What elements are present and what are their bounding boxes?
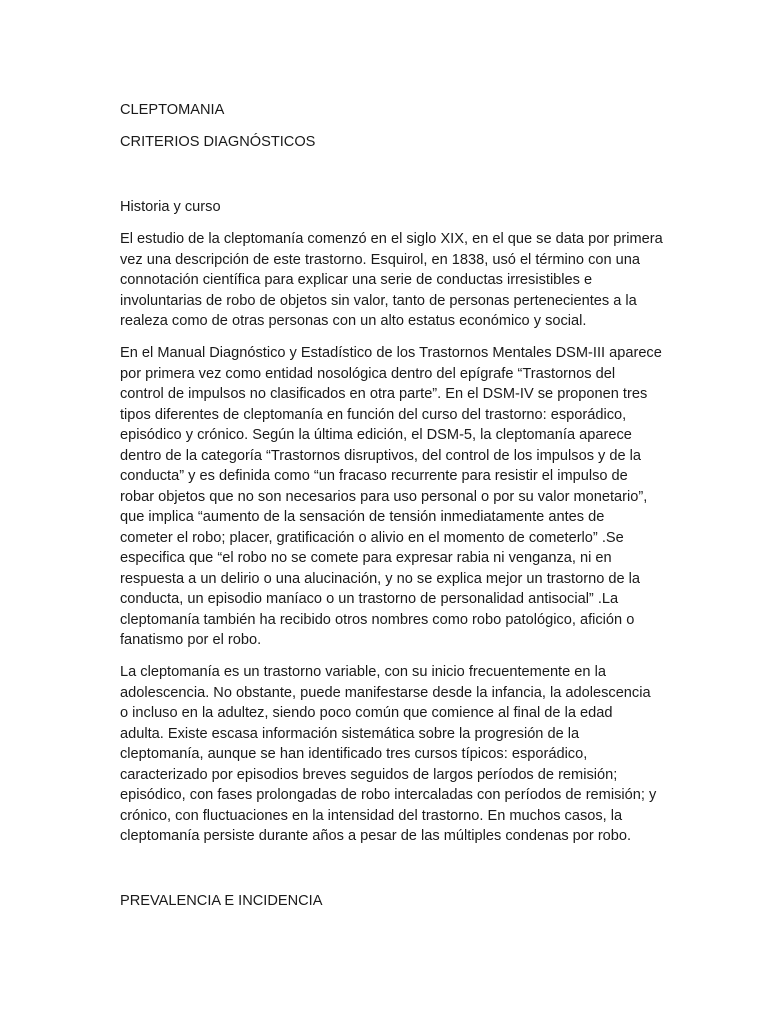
paragraph-line: connotación científica para explicar una serie de conductas irresistibles e bbox=[120, 272, 593, 288]
paragraph-line: involuntarias de robo de objetos sin valor, tanto de personas pertenecientes a la bbox=[120, 292, 637, 309]
document-title: CLEPTOMANIA bbox=[120, 102, 225, 118]
paragraph-line: realeza como de otras personas con un alto estatus económico y social. bbox=[120, 313, 587, 329]
paragraph-line: cleptomanía también ha recibido otros nombres como robo patológico, afición o bbox=[120, 611, 635, 628]
paragraph-line: La cleptomanía es un trastorno variable, con su inicio frecuentemente en la bbox=[120, 664, 606, 680]
paragraph-line: robar objetos que no son necesarios para uso personal o por su valor monetario”, bbox=[120, 488, 648, 505]
paragraph-line: episódico, con fases prolongadas de robo intercaladas con períodos de remisión; y bbox=[120, 787, 657, 803]
paragraph-line: vez una descripción de este trastorno. Esquirol, en 1838, usó el término con una bbox=[120, 251, 641, 268]
paragraph-line: dentro de la categoría “Trastornos disruptivos, del control de los impulsos y de la bbox=[120, 447, 642, 464]
paragraph-line: cometer el robo; placer, gratificación o alivio en el momento de cometerlo” .Se bbox=[120, 529, 624, 546]
paragraph-line: conducta, un episodio maníaco o un trastorno de personalidad antisocial” .La bbox=[120, 591, 619, 607]
paragraph-line: caracterizado por episodios breves seguidos de largos períodos de remisión; bbox=[120, 766, 618, 783]
paragraph-line: cleptomanía persiste durante años a pesar de las múltiples condenas por robo. bbox=[120, 828, 632, 844]
paragraph-line: adulta. Existe escasa información sistemática sobre la progresión de la bbox=[120, 725, 580, 742]
next-section-heading: PREVALENCIA E INCIDENCIA bbox=[120, 893, 323, 909]
document-subtitle: CRITERIOS DIAGNÓSTICOS bbox=[120, 134, 316, 150]
section-heading: Historia y curso bbox=[120, 199, 221, 215]
paragraph-line: fanatismo por el robo. bbox=[120, 632, 262, 648]
paragraph-line: episódico y crónico. Según la última edición, el DSM-5, la cleptomanía aparece bbox=[120, 427, 632, 443]
paragraph-line: respuesta a un delirio o una alucinación, y no se explica mejor un trastorno de la bbox=[120, 570, 641, 587]
paragraph-line: cleptomanía, aunque se han identificado tres cursos típicos: esporádico, bbox=[120, 746, 588, 762]
paragraph-line: control de impulsos no clasificados en otra parte”. En el DSM-IV se proponen tres bbox=[120, 386, 648, 402]
paragraph-line: o incluso en la adultez, siendo poco común que comience al final de la edad bbox=[120, 705, 613, 721]
paragraph-line: que implica “aumento de la sensación de tensión inmediatamente antes de bbox=[120, 509, 605, 525]
paragraph-line: El estudio de la cleptomanía comenzó en el siglo XIX, en el que se data por primera bbox=[120, 231, 663, 247]
paragraph-line: por primera vez como entidad nosológica dentro del epígrafe “Trastornos del bbox=[120, 365, 616, 382]
paragraph-line: En el Manual Diagnóstico y Estadístico de los Trastornos Mentales DSM-III aparece bbox=[120, 345, 662, 361]
paragraph-line: tipos diferentes de cleptomanía en función del curso del trastorno: esporádico, bbox=[120, 406, 627, 423]
paragraph-line: adolescencia. No obstante, puede manifestarse desde la infancia, la adolescencia bbox=[120, 684, 651, 701]
paragraph-line: crónico, con fluctuaciones en la intensidad del trastorno. En muchos casos, la bbox=[120, 807, 623, 824]
paragraph-line: especifica que “el robo no se comete para expresar rabia ni venganza, ni en bbox=[120, 550, 612, 566]
paragraph-line: conducta” y es definida como “un fracaso recurrente para resistir el impulso de bbox=[120, 468, 628, 484]
